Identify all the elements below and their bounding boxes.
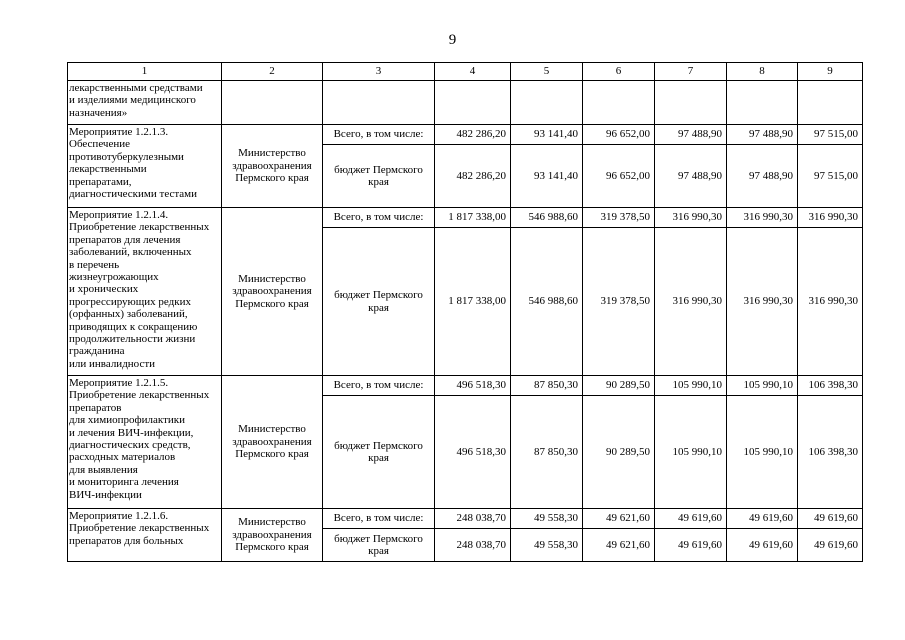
table-row: бюджет Пермского края 1 817 338,00 546 988,60 319 378,50 316 990,30 316 990,30 316 990,30 [68,228,863,376]
col-header-1: 1 [68,63,222,81]
table-row: бюджет Пермского края 496 518,30 87 850,30 90 289,50 105 990,10 105 990,10 106 398,30 [68,396,863,509]
col-header-3: 3 [323,63,435,81]
funding-source: бюджет Пермского края [323,529,435,562]
page-number: 9 [448,32,457,48]
funding-source: бюджет Пермского края [323,145,435,208]
col-header-9: 9 [798,63,863,81]
col-header-4: 4 [435,63,511,81]
responsible-org: Министерство здравоохранения Пермского края [222,509,323,562]
funding-source: бюджет Пермского края [323,228,435,376]
table-row: Мероприятие 1.2.1.4. Приобретение лекарственных препаратов для лечения заболеваний, включенных в перечень жизнеугрожающих и хронических прогрессирующих редких (орфанных) заболеваний, приводящих к сокращению продолжительности жизни гражданина или инвалидности Министерство здравоохранения Пермского края Всего, в том числе: 1 817 338,00 546 988,60 319 378,50 316 990,30 316 990,30 316 990,30 [68,208,863,228]
col-header-5: 5 [511,63,583,81]
responsible-org: Министерство здравоохранения Пермского края [222,376,323,509]
program-table [67,62,863,562]
table-row [68,81,863,125]
column-number-row [68,63,863,81]
col-header-2: 2 [222,63,323,81]
responsible-org: Министерство здравоохранения Пермского края [222,125,323,208]
funding-source: Всего, в том числе: [323,509,435,529]
funding-source: бюджет Пермского края [323,396,435,509]
measure-description: Мероприятие 1.2.1.6. Приобретение лекарственных препаратов для больных [68,509,222,562]
table-row: бюджет Пермского края 248 038,70 49 558,30 49 621,60 49 619,60 49 619,60 49 619,60 [68,529,863,562]
col-header-6: 6 [583,63,655,81]
col-header-8: 8 [727,63,798,81]
funding-source: Всего, в том числе: [323,125,435,145]
funding-source: Всего, в том числе: [323,208,435,228]
table-row: Мероприятие 1.2.1.3. Обеспечение противотуберкулезными лекарственными препаратами, диагностическими тестами Министерство здравоохранения Пермского края Всего, в том числе: 482 286,20 93 141,40 96 652,00 97 488,90 97 488,90 97 515,00 [68,125,863,145]
measure-description: Мероприятие 1.2.1.5. Приобретение лекарственных препаратов для химиопрофилактики и лечения ВИЧ-инфекции, диагностических средств, расходных материалов для выявления и мониторинга лечения ВИЧ-инфекции [68,376,222,509]
measure-description: Мероприятие 1.2.1.4. Приобретение лекарственных препаратов для лечения заболеваний, включенных в перечень жизнеугрожающих и хронических прогрессирующих редких (орфанных) заболеваний, приводящих к сокращению продолжительности жизни гражданина или инвалидности [68,208,222,376]
measure-description: Мероприятие 1.2.1.3. Обеспечение противотуберкулезными лекарственными препаратами, диагностическими тестами [68,125,222,208]
responsible-org: Министерство здравоохранения Пермского края [222,208,323,376]
continuation-text: лекарственными средствами и изделиями медицинского назначения» [68,81,222,125]
col-header-7: 7 [655,63,727,81]
funding-source: Всего, в том числе: [323,376,435,396]
table-row: Мероприятие 1.2.1.6. Приобретение лекарственных препаратов для больных Министерство здравоохранения Пермского края Всего, в том числе: 248 038,70 49 558,30 49 621,60 49 619,60 49 619,60 49 619,60 [68,509,863,529]
table-row: Мероприятие 1.2.1.5. Приобретение лекарственных препаратов для химиопрофилактики и лечения ВИЧ-инфекции, диагностических средств, расходных материалов для выявления и мониторинга лечения ВИЧ-инфекции Министерство здравоохранения Пермского края Всего, в том числе: 496 518,30 87 850,30 90 289,50 105 990,10 105 990,10 106 398,30 [68,376,863,396]
table-row: бюджет Пермского края 482 286,20 93 141,40 96 652,00 97 488,90 97 488,90 97 515,00 [68,145,863,208]
